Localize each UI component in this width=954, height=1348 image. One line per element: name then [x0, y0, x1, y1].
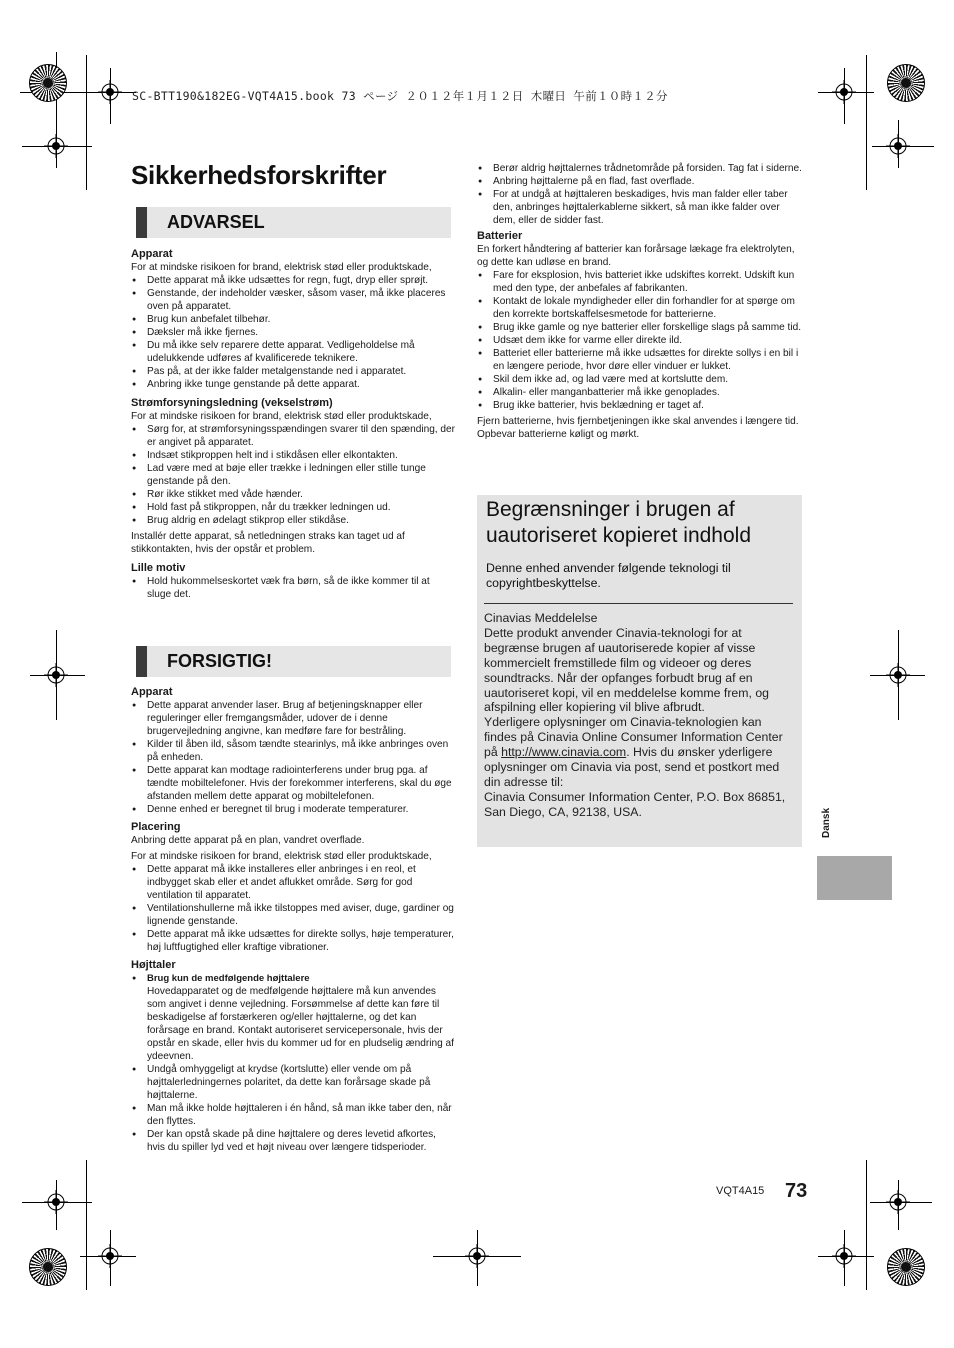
list-item: ● Undgå omhyggeligt at krydse (kortslutte) eller vende om på højttalerledningernes polaritet, da dette kan forårsage skade på højttalerne.	[131, 1063, 456, 1102]
right-column	[477, 162, 802, 441]
forsigtig-heading-text: FORSIGTIG!	[167, 651, 272, 671]
list-item: ● Udsæt dem ikke for varme eller direkte ild.	[477, 334, 802, 347]
list-item: ● Fare for eksplosion, hvis batteriet ikke udskiftes korrekt. Udskift kun med den type, der anbefales af fabrikanten.	[477, 269, 802, 295]
placering-intro2: For at mindske risikoen for brand, elektrisk stød eller produktskade,	[131, 851, 432, 862]
list-item: ● Skil dem ikke ad, og lad være med at kortslutte dem.	[477, 373, 802, 386]
registration-mark-icon	[832, 80, 856, 104]
list-item: ● Dette apparat anvender laser. Brug af betjeningsknapper eller reguleringer eller fremgangsmåder, udover de i denne brugervejledning angivne, kan medføre fare for bestråling.	[131, 699, 456, 738]
forsigtig-heading	[136, 646, 451, 677]
list-item: ● Hold hukommelseskortet væk fra børn, så de ikke kommer til at sluge det.	[131, 575, 456, 601]
registration-mark-icon	[44, 663, 68, 687]
copy-restrictions-box	[477, 495, 802, 847]
model-code: VQT4A15	[716, 1185, 765, 1197]
registration-mark-icon	[886, 134, 910, 158]
list-item: ● Pas på, at der ikke falder metalgenstande ned i apparatet.	[131, 365, 456, 378]
registration-mark-icon	[44, 134, 68, 158]
list-item: ● Denne enhed er beregnet til brug i moderate temperaturer.	[131, 803, 456, 816]
list-item: ● Brug ikke batterier, hvis beklædning er taget af.	[477, 399, 802, 412]
list-item: ● Rør ikke stikket med våde hænder.	[131, 488, 456, 501]
list-item: ● Indsæt stikproppen helt ind i stikdåsen eller elkontakten.	[131, 449, 456, 462]
list-item: ● Kilder til åben ild, såsom tændte stearinlys, må ikke anbringes oven på enheden.	[131, 738, 456, 764]
lille-list	[131, 575, 456, 601]
registration-mark-icon	[886, 663, 910, 687]
list-item: ● Kontakt de lokale myndigheder eller din forhandler for at spørge om den korrekte bortskaffelsesmetode for batterierne.	[477, 295, 802, 321]
cinavia-text: . Hvis du ønsker yderligere oplysninger om Cinavia via post, send et postkort med din adresse til:	[484, 745, 780, 789]
bold-label: Brug kun de medfølgende højttalere	[147, 973, 310, 984]
list-item: ● Hold fast på stikproppen, når du trækker ledningen ud.	[131, 501, 456, 514]
color-target-icon	[29, 64, 67, 102]
list-item: ● Dette apparat må ikke udsættes for regn, fugt, dryp eller sprøjt.	[131, 274, 456, 287]
registration-mark-icon	[886, 1190, 910, 1214]
batterier-subheading: Batterier	[477, 230, 523, 242]
batterier-list	[477, 269, 802, 412]
restrictions-intro: Denne enhed anvender følgende teknologi til copyrightbeskyttelse.	[486, 561, 731, 590]
page-number: 73	[785, 1180, 808, 1202]
divider	[484, 603, 793, 604]
language-tab-label: Dansk	[821, 807, 832, 838]
list-item: ● Dette apparat må ikke udsættes for direkte sollys, høje temperaturer, høj luftfugtighed eller kraftige vibrationer.	[131, 928, 456, 954]
cinavia-notice	[484, 611, 796, 820]
cinavia-title: Cinavias Meddelelse	[484, 611, 598, 625]
list-item: ● Dæksler må ikke fjernes.	[131, 326, 456, 339]
list-item: ● Dette apparat må ikke installeres eller anbringes i en reol, et indbygget skab eller et andet aflukket område. Sørg for god ventilation til apparatet.	[131, 863, 456, 902]
list-item: ● For at undgå at højttaleren beskadiges, hvis man falder eller taber den, anbringes højttalerkablerne sikkert, så man ikke falder over dem, eller de sidder fast.	[477, 188, 802, 227]
speaker-list	[477, 162, 802, 227]
cinavia-text: Yderligere oplysninger om Cinavia-teknologien kan findes på Cinavia Online Consumer Information Center på	[484, 715, 783, 760]
list-item: ● Brug kun anbefalet tilbehør.	[131, 313, 456, 326]
list-item	[131, 972, 456, 1063]
cinavia-address: Cinavia Consumer Information Center, P.O. Box 86851, San Diego, CA, 92138, USA.	[484, 789, 786, 819]
list-item: ● Der kan opstå skade på dine højttalere og deres levetid afkortes, hvis du spiller lyd ved et højt niveau over længere tidsperioder.	[131, 1128, 456, 1154]
heading-bar	[136, 207, 147, 238]
stroem-list	[131, 423, 456, 527]
registration-mark-icon	[98, 80, 122, 104]
cinavia-paragraph: Dette produkt anvender Cinavia-teknologi for at begrænse brugen af uautoriserede kopier af visse kommercielt fremstillede film og videoer og deres soundtracks. Når der opfanges forbudt brug af en uautoriseret kopi, vil en meddelelse komme frem, og afspilning eller kopiering vil blive afbrudt.	[484, 625, 770, 715]
advarsel-heading	[136, 207, 451, 238]
list-item: ● Genstande, der indeholder væsker, såsom vaser, må ikke placeres oven på apparatet.	[131, 287, 456, 313]
apparat-list	[131, 274, 456, 391]
registration-mark-icon	[44, 1190, 68, 1214]
placering-intro1: Anbring dette apparat på en plan, vandret overflade.	[131, 835, 365, 846]
list-item: ● Man må ikke holde højttaleren i én hånd, så man ikke taber den, når den flyttes.	[131, 1102, 456, 1128]
apparat-subheading: Apparat	[131, 248, 173, 260]
forsigtig-apparat-list	[131, 699, 456, 816]
advarsel-section	[131, 245, 456, 601]
list-item: ● Anbring ikke tunge genstande på dette apparat.	[131, 378, 456, 391]
registration-mark-icon	[98, 1244, 122, 1268]
advarsel-heading-text: ADVARSEL	[167, 212, 265, 232]
apparat-intro: For at mindske risikoen for brand, elektrisk stød eller produktskade,	[131, 262, 432, 273]
list-item: ● Brug ikke gamle og nye batterier eller forskellige slags på samme tid.	[477, 321, 802, 334]
lille-subheading: Lille motiv	[131, 562, 186, 574]
cinavia-link[interactable]: http://www.cinavia.com	[501, 745, 627, 760]
list-item: ● Du må ikke selv reparere dette apparat. Vedligeholdelse må udelukkende udføres af kvalificerede teknikere.	[131, 339, 456, 365]
list-item: ● Lad være med at bøje eller trække i ledningen eller stille tunge genstande på den.	[131, 462, 456, 488]
list-item: ● Brug aldrig en ødelagt stikprop eller stikdåse.	[131, 514, 456, 527]
batterier-outro: Fjern batterierne, hvis fjernbetjeningen ikke skal anvendes i længere tid. Opbevar batterierne køligt og mørkt.	[477, 416, 799, 440]
placering-list	[131, 863, 456, 954]
bold-item-text: Hovedapparatet og de medfølgende højttalere må kun anvendes som angivet i denne vejledning. Forsømmelse af dette kan føre til beskadigelse af forstærkeren og/eller højttalerne, og det kan forårsage en brand. Kontakt autoriseret servicepersonale, hvis der opstår en skade, eller hvis du kommer ud for en pludselig ændring af ydeevnen.	[147, 986, 454, 1062]
batterier-intro: En forkert håndtering af batterier kan forårsage lækage fra elektrolyten, og dette kan udløse en brand.	[477, 244, 795, 268]
forsigtig-section	[131, 683, 456, 1154]
color-target-icon	[887, 1248, 925, 1286]
list-item: ● Dette apparat kan modtage radiointerferens under brug pga. af tændte mobiltelefoner. Hvis der forekommer interferens, skal du øge afstanden mellem dette apparat og mobiltelefonen.	[131, 764, 456, 803]
list-item: ● Ventilationshullerne må ikke tilstoppes med aviser, duge, gardiner og lignende genstande.	[131, 902, 456, 928]
stroem-subheading: Strømforsyningsledning (vekselstrøm)	[131, 397, 333, 409]
list-item: ● Anbring højttalerne på en flad, fast overflade.	[477, 175, 802, 188]
color-target-icon	[887, 64, 925, 102]
registration-mark-icon	[832, 1244, 856, 1268]
stroem-outro: Installér dette apparat, så netledningen straks kan taget ud af stikkontakten, hvis der opstår et problem.	[131, 531, 405, 555]
restrictions-heading: Begrænsninger i brugen af uautoriseret kopieret indhold	[486, 498, 752, 547]
apparat-subheading: Apparat	[131, 686, 173, 698]
heading-bar	[136, 646, 147, 677]
list-item: ● Berør aldrig højttalernes trådnetområde på forsiden. Tag fat i siderne.	[477, 162, 802, 175]
cinavia-paragraph	[484, 715, 796, 790]
page-title: Sikkerhedsforskrifter	[131, 160, 387, 190]
list-item: ● Batteriet eller batterierne må ikke udsættes for direkte sollys i en bil i en længere periode, hvor døre eller vinduer er lukket.	[477, 347, 802, 373]
stroem-intro: For at mindske risikoen for brand, elektrisk stød eller produktskade,	[131, 411, 432, 422]
list-item: ● Sørg for, at strømforsyningsspændingen svarer til den spænding, der er angivet på apparatet.	[131, 423, 456, 449]
placering-subheading: Placering	[131, 821, 181, 833]
hoejttaler-subheading: Højttaler	[131, 959, 176, 971]
registration-mark-icon	[465, 1244, 489, 1268]
color-target-icon	[29, 1248, 67, 1286]
list-item: ● Alkalin- eller manganbatterier må ikke genoplades.	[477, 386, 802, 399]
language-tab	[817, 856, 892, 900]
print-header: SC-BTT190&182EG-VQT4A15.book 73 ページ ２０１２年１月１２日 木曜日 午前１０時１２分	[132, 89, 668, 103]
hoejttaler-list	[131, 972, 456, 1154]
